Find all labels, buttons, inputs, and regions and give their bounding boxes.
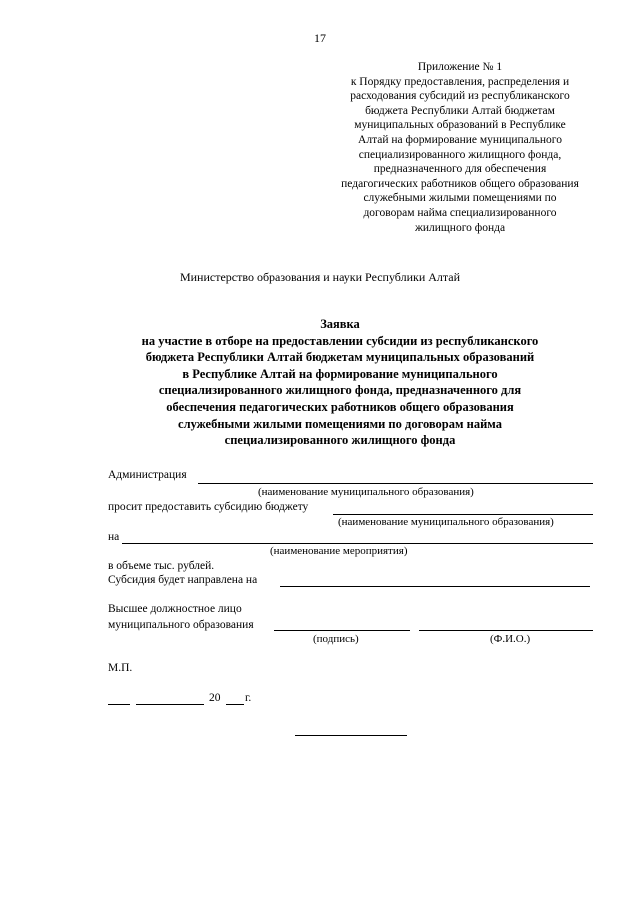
title-line: специализированного жилищного фонда, предназначенного для [158,383,522,398]
title-line: служебными жилыми помещениями по договорам найма [178,416,502,431]
event-field[interactable] [122,543,593,544]
ministry-name: Министерство образования и науки Республики Алтай [179,270,461,284]
signature-field[interactable] [274,630,410,631]
date-year-suffix: г. [245,692,252,704]
amount-text: в объеме тыс. рублей. [108,560,215,572]
official-title-line1: Высшее должностное лицо [108,603,242,615]
date-month-field[interactable] [136,704,204,705]
appendix-line: жилищного фонда [414,221,506,234]
appendix-line: договорам найма специализированного [363,206,557,219]
date-year-prefix: 20 [209,692,221,704]
appendix-line: Приложение № 1 [417,61,503,73]
request-hint: (наименование муниципального образования) [338,516,554,528]
title-line: обеспечения педагогических работников общего образования [166,399,514,414]
budget-recipient-field[interactable] [333,514,593,515]
directed-label: Субсидия будет направлена на [108,574,258,586]
appendix-line: служебными жилыми помещениями по [363,192,557,205]
date-year-field[interactable] [226,704,244,705]
appendix-line: педагогических работников общего образования [341,177,579,190]
closing-divider [295,735,407,736]
request-label: просит предоставить субсидию бюджету [108,501,309,513]
fio-hint: (Ф.И.О.) [490,633,531,645]
title-line: на участие в отборе на предоставлении субсидии из республиканского [141,333,539,348]
appendix-line: муниципальных образований в Республике [354,119,566,132]
title-line: в Республике Алтай на формирование муниципального [182,366,498,381]
page-number: 17 [314,31,326,45]
fio-field[interactable] [419,630,593,631]
administration-hint: (наименование муниципального образования) [258,486,474,498]
date-day-field[interactable] [108,704,130,705]
appendix-line: специализированного жилищного фонда, [358,148,562,161]
appendix-line: Алтай на формирование муниципального [358,133,562,146]
application-title [90,316,590,449]
title-line: специализированного жилищного фонда [224,433,456,448]
appendix-line: предназначенного для обеспечения [373,163,547,176]
seal-label: М.П. [108,662,133,674]
administration-field[interactable] [198,483,593,484]
appendix-header [300,60,620,235]
event-hint: (наименование мероприятия) [270,545,408,557]
appendix-line: расходования субсидий из республиканского [350,90,570,103]
administration-label: Администрация [108,469,187,481]
signature-hint: (подпись) [313,633,359,645]
official-title-line2: муниципального образования [108,619,254,631]
appendix-line: бюджета Республики Алтай бюджетам [365,104,555,117]
title-heading: Заявка [320,317,360,331]
appendix-line: к Порядку предоставления, распределения и [350,75,570,88]
on-label: на [108,531,120,543]
title-line: бюджета Республики Алтай бюджетам муниципальных образований [145,350,535,365]
directed-field[interactable] [280,586,590,587]
